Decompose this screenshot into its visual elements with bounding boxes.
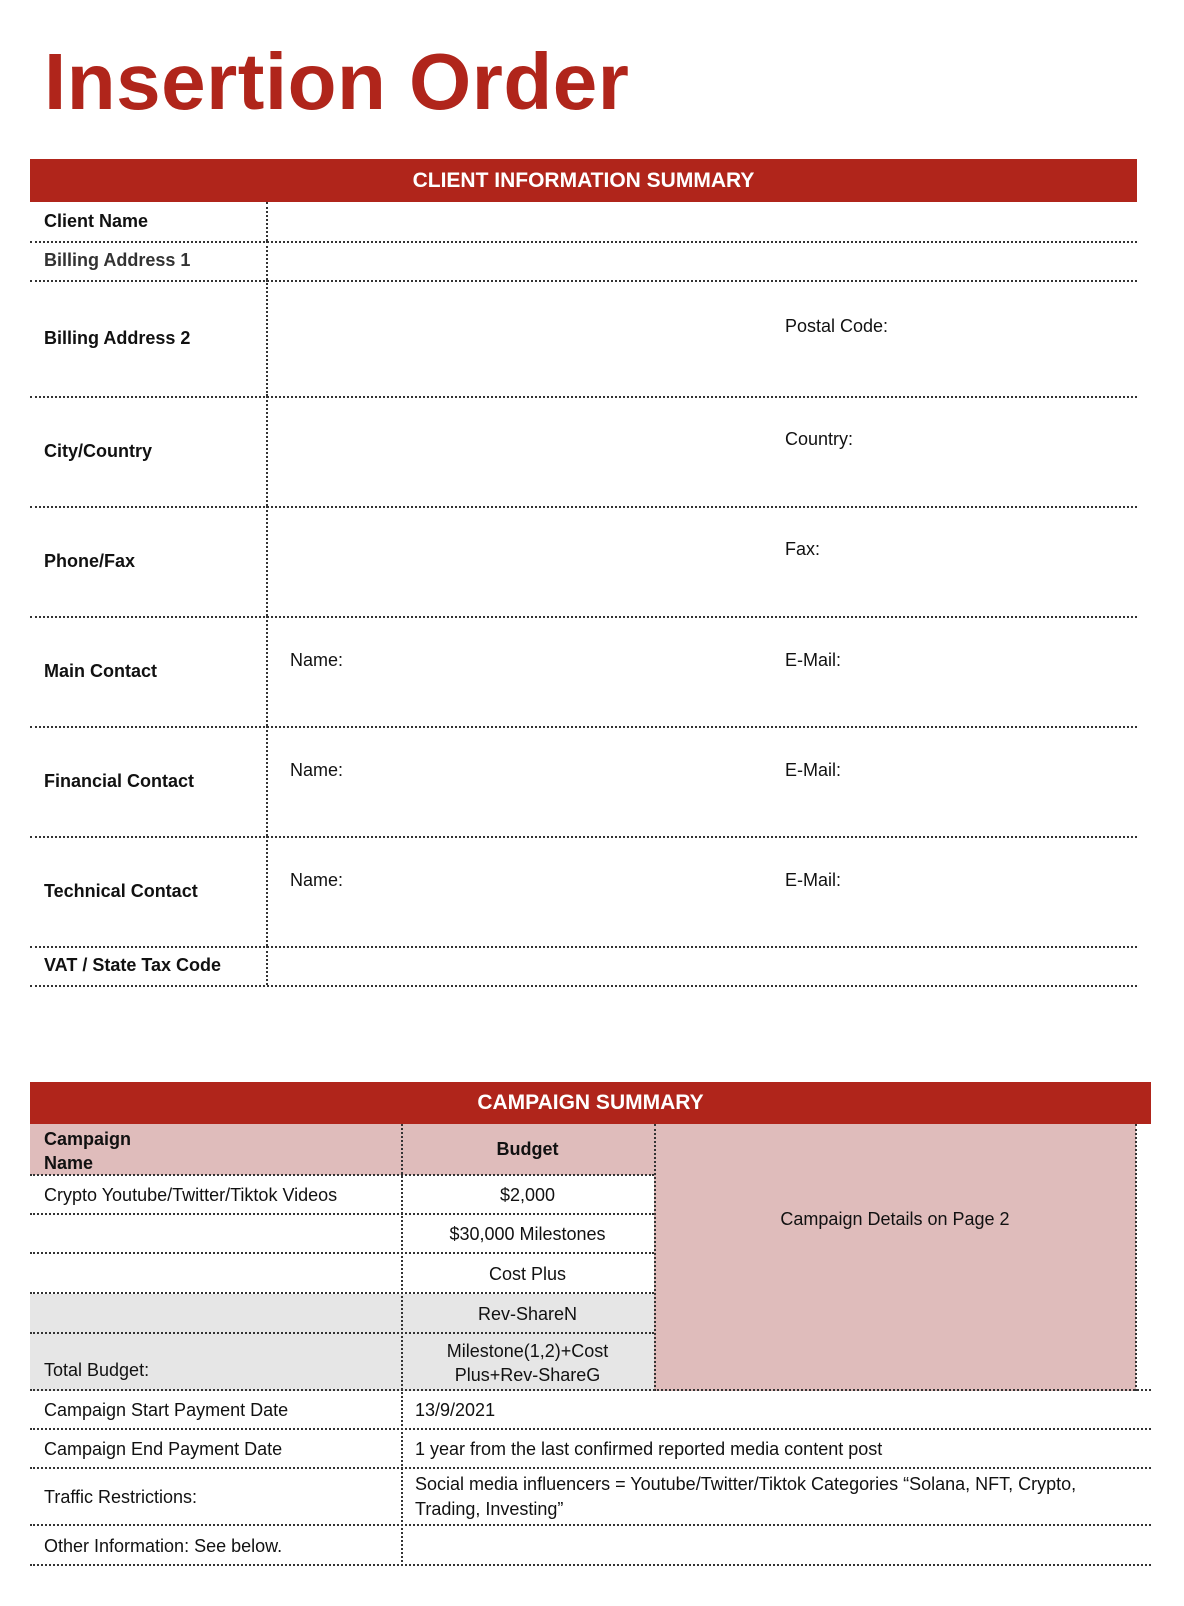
billing-address-1-row (30, 241, 1137, 282)
campaign-name-cell (30, 1215, 401, 1254)
budget-cell: $30,000 Milestones (449, 1224, 606, 1244)
postal-code-label: Postal Code: (785, 316, 889, 336)
budget-cell: Cost Plus (488, 1263, 567, 1284)
total-budget-value: Milestone(1,2)+Cost Plus+Rev-ShareG (446, 1340, 609, 1385)
client-name-label: Client Name (44, 211, 149, 231)
vat-tax-code-label: VAT / State Tax Code (44, 955, 222, 975)
traffic-restrictions-label: Traffic Restrictions: (44, 1487, 198, 1507)
fax-label: Fax: (785, 539, 821, 559)
campaign-name-column-header: Campaign Name (44, 1129, 132, 1173)
technical-contact-label: Technical Contact (44, 880, 198, 901)
technical-contact-email-label: E-Mail: (785, 870, 842, 890)
main-contact-row (30, 616, 1137, 728)
campaign-name-cell (30, 1294, 401, 1334)
start-payment-date-value: 13/9/2021 (415, 1400, 496, 1420)
city-country-row (30, 396, 1137, 508)
campaign-name-cell (30, 1254, 401, 1294)
city-country-label: City/Country (44, 440, 152, 461)
phone-fax-row (30, 506, 1137, 618)
technical-contact-row (30, 836, 1137, 948)
country-label: Country: (785, 429, 854, 449)
other-information-label: Other Information: See below. (44, 1535, 283, 1556)
budget-column-header: Budget (496, 1139, 559, 1159)
billing-address-2-label: Billing Address 2 (44, 327, 191, 348)
main-contact-label: Main Contact (44, 660, 158, 681)
budget-cell: $2,000 (499, 1184, 556, 1205)
campaign-details-note: Campaign Details on Page 2 (780, 1208, 1010, 1229)
end-payment-date-label: Campaign End Payment Date (44, 1439, 283, 1459)
financial-contact-row (30, 726, 1137, 838)
vat-tax-code-row (30, 946, 1137, 987)
billing-address-1-label: Billing Address 1 (44, 250, 191, 270)
budget-cell: Rev-ShareN (477, 1303, 578, 1324)
page-title: Insertion Order (44, 37, 630, 126)
financial-contact-email-label: E-Mail: (785, 760, 842, 780)
billing-address-2-row (30, 280, 1137, 398)
other-information-value (415, 1526, 1135, 1566)
campaign-summary-header: CAMPAIGN SUMMARY (30, 1082, 1151, 1124)
client-name-row (30, 202, 1137, 243)
main-contact-name-label: Name: (290, 650, 344, 670)
client-info-header: CLIENT INFORMATION SUMMARY (30, 159, 1137, 202)
total-budget-label: Total Budget: (44, 1360, 150, 1380)
start-payment-date-label: Campaign Start Payment Date (44, 1400, 289, 1420)
main-contact-email-label: E-Mail: (785, 650, 842, 670)
phone-fax-label: Phone/Fax (44, 550, 136, 571)
campaign-name-cell: Crypto Youtube/Twitter/Tiktok Videos (44, 1184, 338, 1205)
technical-contact-name-label: Name: (290, 870, 344, 890)
financial-contact-name-label: Name: (290, 760, 344, 780)
financial-contact-label: Financial Contact (44, 770, 195, 791)
traffic-restrictions-value: Social media influencers = Youtube/Twitter/Tiktok Categories “Solana, NFT, Crypto, Trading, Investing” (415, 1474, 1077, 1519)
end-payment-date-value: 1 year from the last confirmed reported media content post (415, 1439, 883, 1459)
